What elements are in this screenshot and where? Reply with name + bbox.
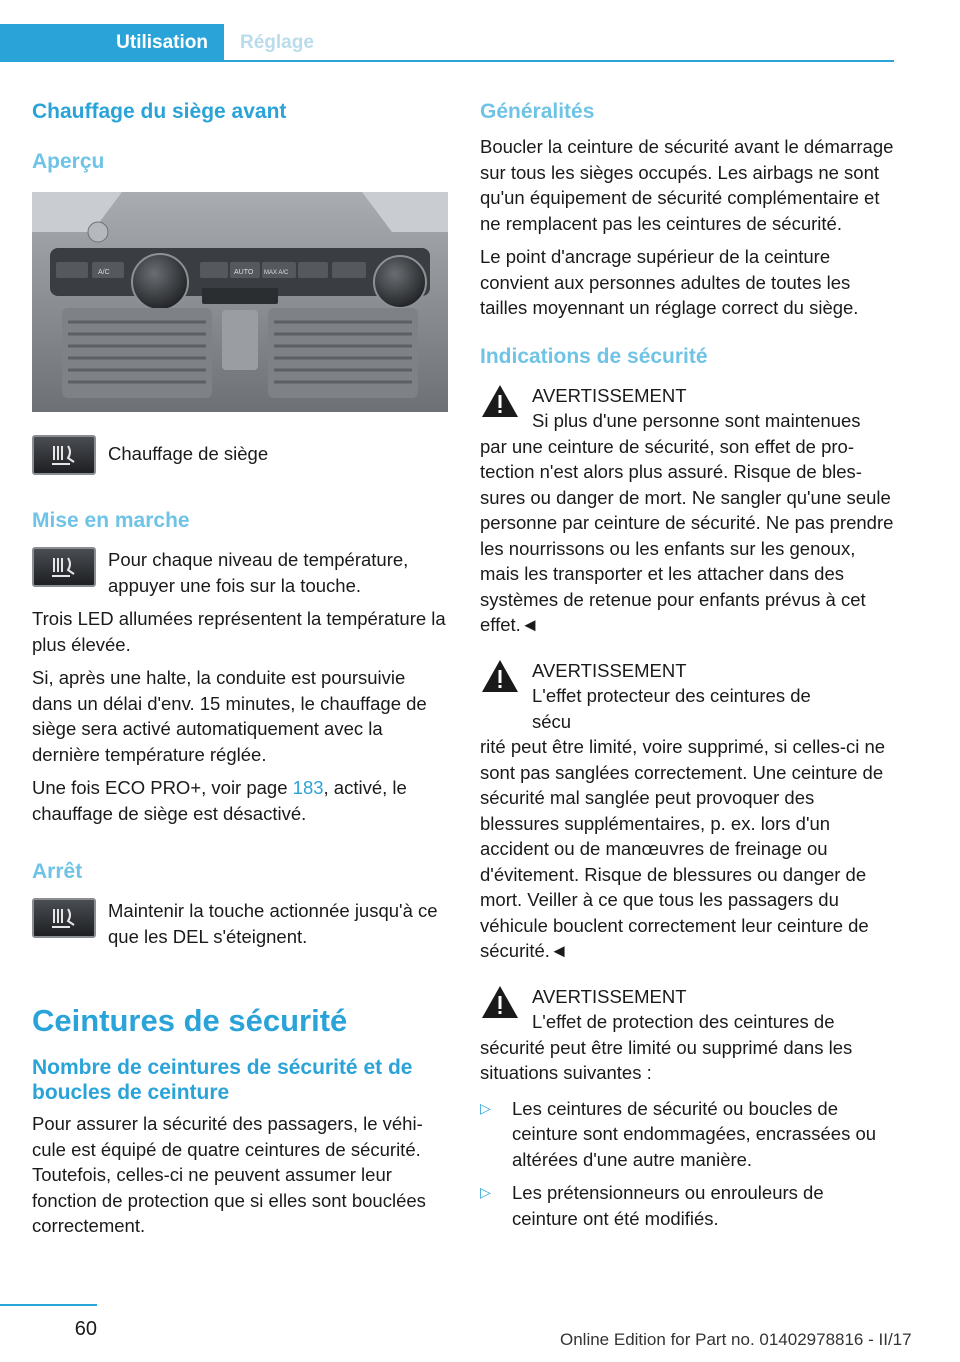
header-rule [224,60,894,62]
nombre-paragraph: Pour assurer la sécurité des passagers, le véhicule est équipé de quatre ceintures de sécurité. Toutefois, celles-ci ne peuvent assumer leur fonction de protection que si elles sont bouclées correctement. [32,1113,426,1236]
warning-1-body: par une ceinture de sécurité, son effet de protection n'est alors plus assuré. Risque de blessures ou danger de mort. Ne sangler qu'une seule personne par ceinture de sécurité. Ne pas prendre les nourrissons ou les enfants sur les genoux, mais les transporter et les attacher dans des systèmes de retenue pour enfants prévus à cet effet.◄ [480,435,894,635]
warning-block-3 [480,984,894,1232]
warning-2-first-line: L'effet protecteur des ceintures de sécu [532,685,811,732]
arret-instruction: Maintenir la touche actionnée jusqu'à ce que les DEL s'éteignent. [108,900,438,947]
warning-3-list [480,1096,894,1232]
page-link-183[interactable]: 183 [292,777,324,798]
right-column [480,98,894,1231]
warning-2-body: rité peut être limité, voire supprimé, si celles-ci ne sont pas sanglées correctement. Une ceinture de sécurité mal sanglée peut provoquer des blessures supplémentaires, p. ex. lors d'un accident ou de manœuvres de freinage ou d'évitement. Risque de blessures ou danger de mort. Veiller à ce que tous les passagers du véhicule bouclent correctement leur ceinture de sécurité.◄ [480,736,886,961]
section-title-ceintures: Ceintures de sécurité [32,1003,348,1038]
mise-paragraph-1: Trois LED allumées représentent la température la plus élevée. [32,608,446,655]
generalites-paragraph-1: Boucler la ceinture de sécurité avant le démarrage sur tous les sièges occupés. Les airbags ne sont qu'un équipement de sécurité complémentaire et ne remplacent pas les ceintures de sécurité. [480,136,894,234]
warning-block-2 [480,658,894,964]
seat-heating-icon [32,898,96,938]
tab-utilisation[interactable]: Utilisation [0,24,224,62]
warning-icon [480,984,520,1020]
warning-3-body: sécurité peut être limité ou supprimé dans les situations suivantes : [480,1036,853,1083]
mise-p3-start: Une fois ECO PRO+, voir page [32,777,293,798]
subsection-generalites: Généralités [480,100,595,123]
seat-heating-caption: Chauffage de siège [108,443,269,464]
list-item [480,1096,894,1173]
section-title-chauffage: Chauffage du siège avant [32,100,287,123]
auto-label: AUTO [234,269,254,276]
subsection-nombre: Nombre de ceintures de sécurité et de boucles de ceinture [32,1056,413,1104]
left-column [32,98,448,1239]
tab-reglage[interactable]: Réglage [240,32,314,53]
subsection-mise-en-marche: Mise en marche [32,509,190,532]
mise-paragraph-3 [32,775,448,826]
warning-3-first-line: L'effet de protection des ceintures de [532,1011,835,1032]
warning-1-heading: AVERTISSEMENT [532,384,687,406]
mise-row [32,547,448,598]
seat-heating-caption-row [32,435,448,475]
generalites-paragraph-2: Le point d'ancrage supérieur de la ceinture convient aux personnes adultes de toutes les tailles moyennant un réglage correct du siège. [480,246,859,318]
subsection-indications: Indications de sécurité [480,344,708,368]
arret-row [32,898,448,949]
bullet-text-2: Les prétensionneurs ou enrouleurs de ceinture ont été modifiés. [512,1182,824,1229]
max-ac-label: MAX A/C [264,270,289,276]
mise-paragraph-2: Si, après une halte, la conduite est poursuivie dans un délai d'env. 15 minutes, le chauffage de siège sera activé automatiquement avec la dernière température réglée. [32,667,427,765]
warning-icon [480,383,520,419]
header-tabs [0,24,894,62]
triangle-bullet-icon: ▷ [480,1184,491,1200]
warning-icon [480,658,520,694]
subsection-arret: Arrêt [32,860,83,883]
subsection-apercu: Aperçu [32,150,105,173]
page-number: 60 [74,1318,97,1340]
warning-1-first-line: Si plus d'une personne sont maintenues [532,410,861,431]
climate-panel-photo [32,192,448,412]
triangle-bullet-icon: ▷ [480,1099,491,1116]
seat-heating-icon [32,547,96,587]
mise-p3-end: , activé, le chauffage de siège est désactivé. [32,777,407,824]
footer-edition: Online Edition for Part no. 01402978816 - II/17 [560,1330,912,1349]
bullet-text-1: Les ceintures de sécurité ou boucles de ceinture sont endommagées, encrassées ou altérées d'une autre manière. [512,1097,877,1170]
footer-rule [0,1304,97,1306]
ac-label: A/C [98,269,110,276]
warning-block-1 [480,383,894,638]
mise-instruction: Pour chaque niveau de température, appuyer une fois sur la touche. [108,549,409,596]
warning-3-heading: AVERTISSEMENT [532,985,687,1007]
warning-2-heading: AVERTISSEMENT [532,659,687,681]
seat-heating-icon [32,435,96,475]
list-item [480,1180,894,1231]
